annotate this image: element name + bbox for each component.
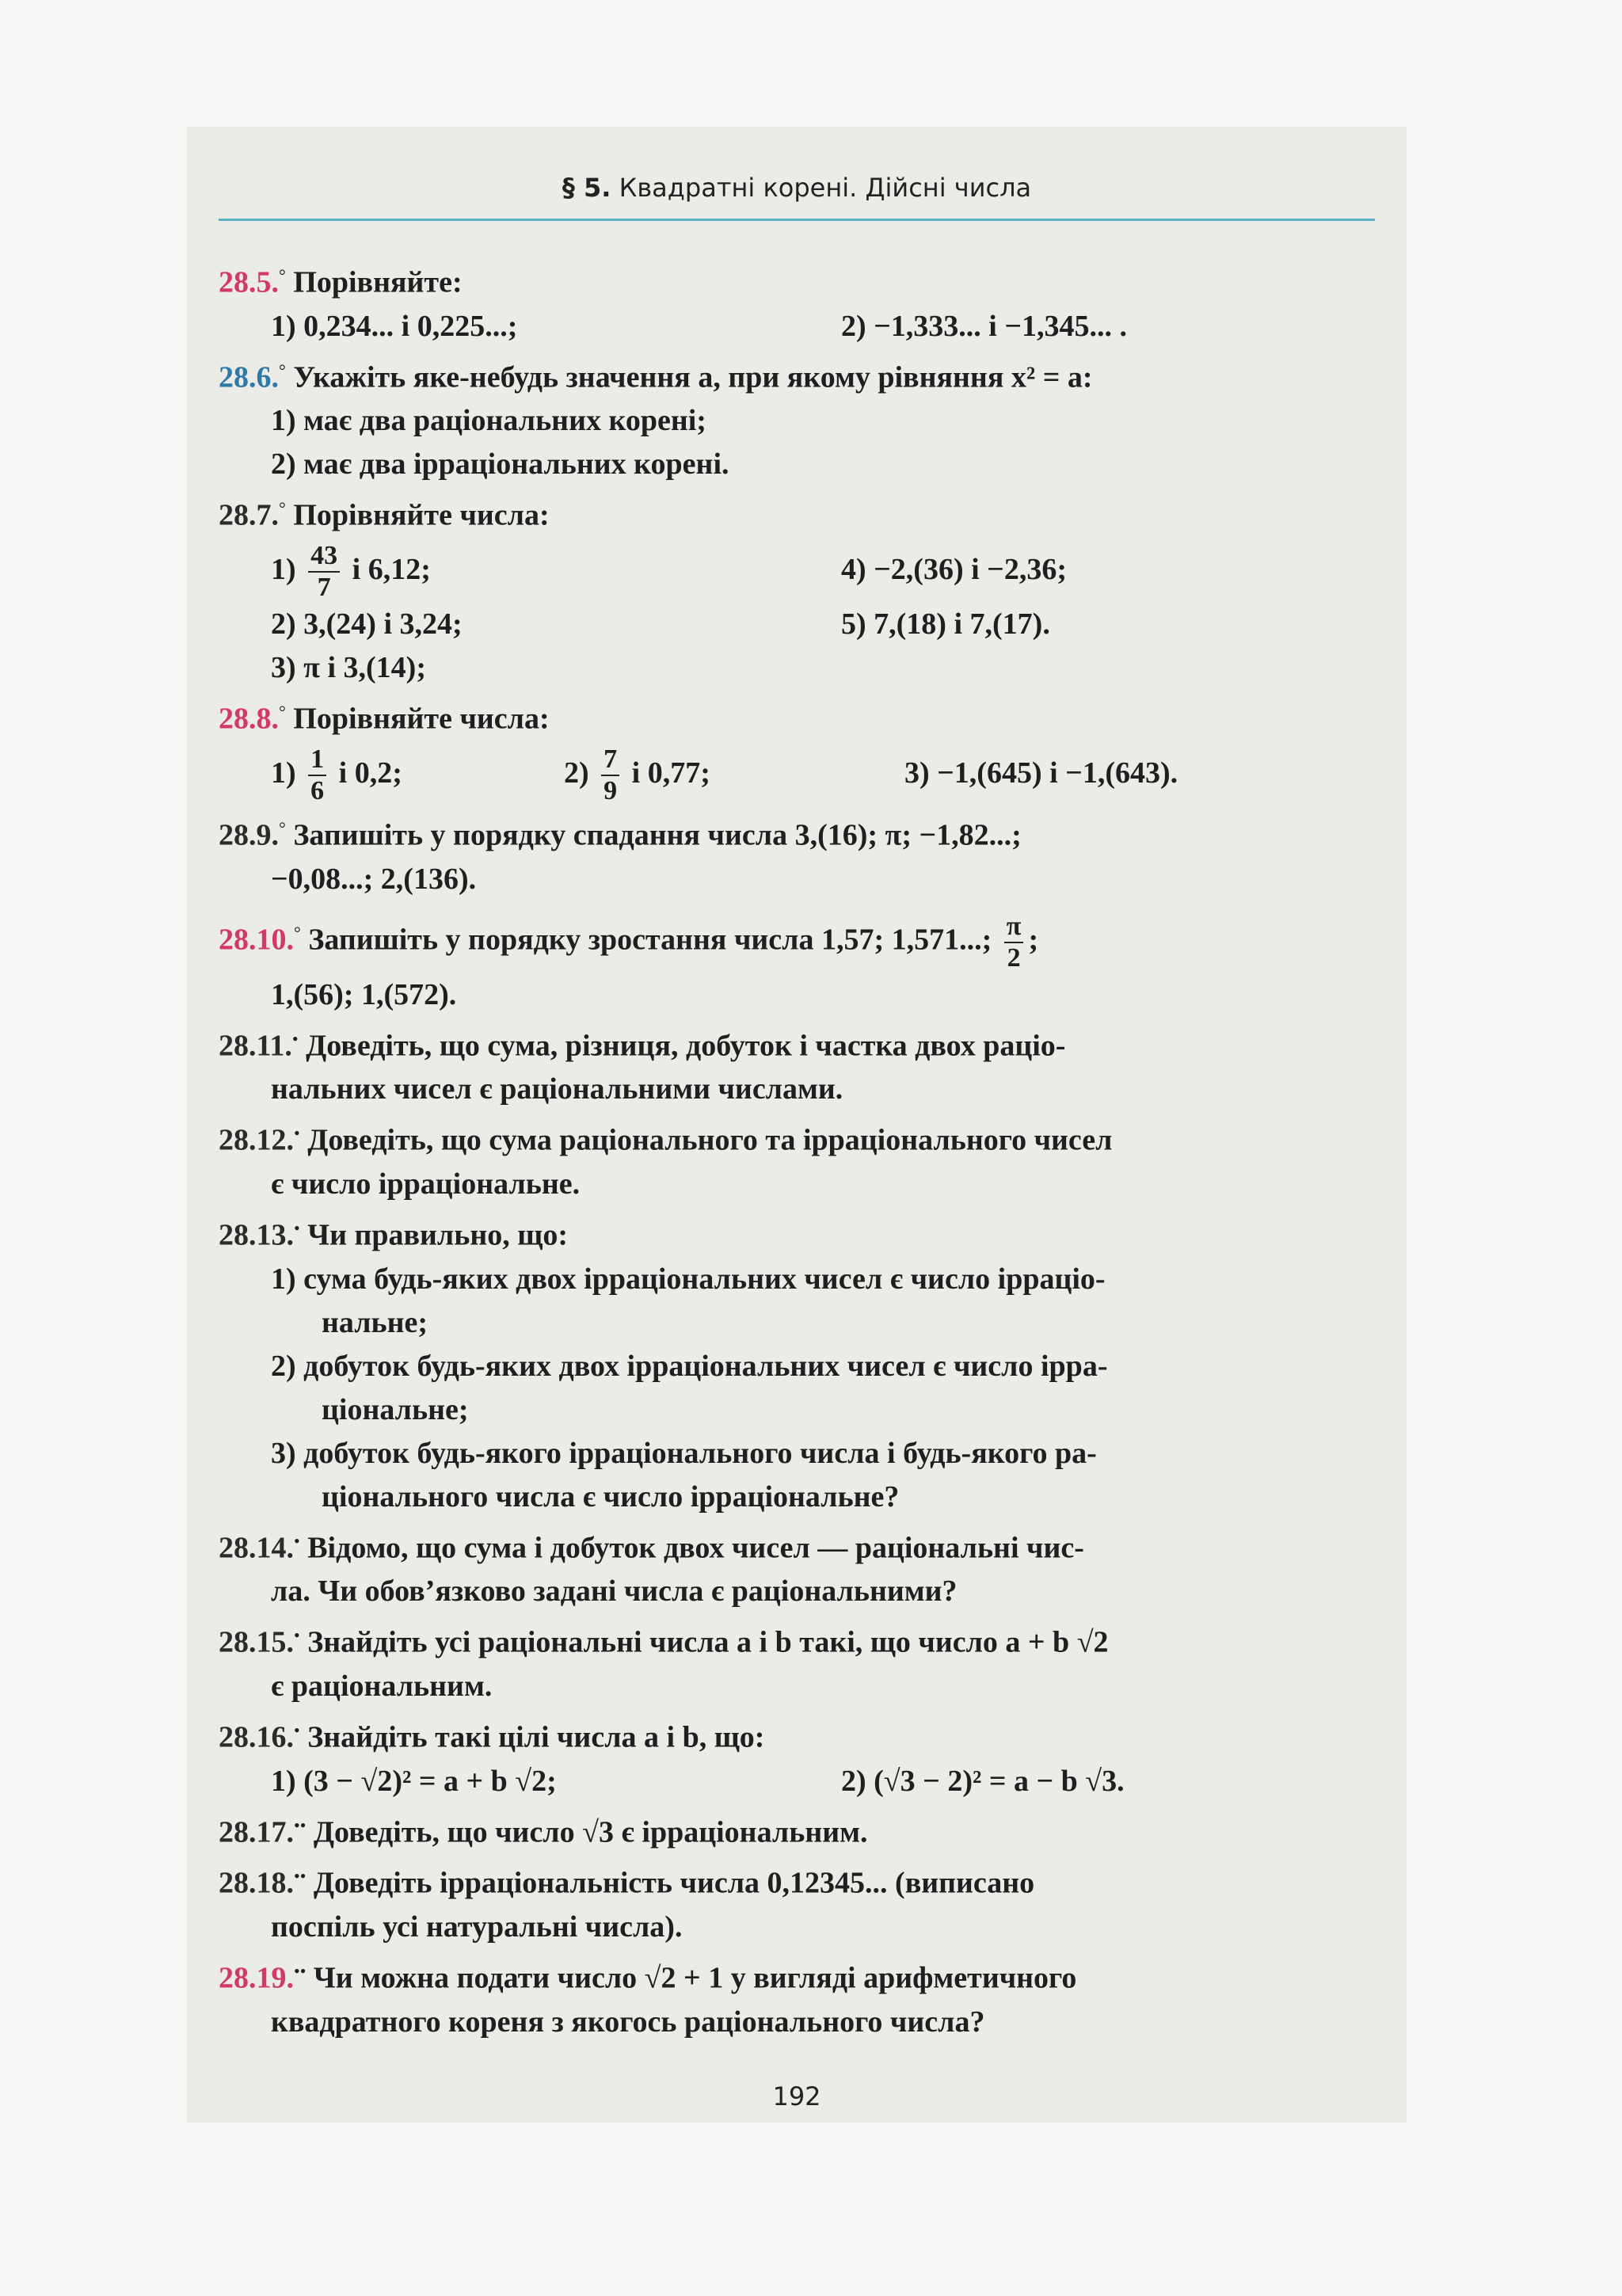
header-rule xyxy=(219,219,1375,221)
difficulty-mark: • xyxy=(294,1123,300,1144)
numerator: 43 xyxy=(308,541,340,573)
book-page xyxy=(187,127,1407,2123)
denominator: 2 xyxy=(1007,942,1021,973)
difficulty-mark: ° xyxy=(279,702,286,722)
exercise-number: 28.12. xyxy=(219,1124,294,1158)
exercise-text: Порівняйте числа: xyxy=(293,702,550,736)
exercise-number: 28.15. xyxy=(219,1626,294,1660)
difficulty-mark: •• xyxy=(294,1961,307,1982)
exercise-text-cont: 1,(56); 1,(572). xyxy=(271,977,457,1011)
difficulty-mark: ° xyxy=(279,265,286,285)
exercise-text: Знайдіть усі раціональні числа a і b такі, що число a + b √2 xyxy=(307,1626,1109,1660)
exercise-28-5 xyxy=(219,253,1375,305)
exercise-text: Порівняйте числа: xyxy=(293,498,550,532)
exercise-number: 28.7. xyxy=(219,498,279,532)
exercise-28-11 xyxy=(219,1017,1375,1068)
exercise-text: Знайдіть такі цілі числа a і b, що: xyxy=(307,1720,765,1754)
exercise-28-8 xyxy=(219,690,1375,741)
difficulty-mark: • xyxy=(294,1218,300,1239)
difficulty-mark: ° xyxy=(279,498,286,519)
exercise-28-19 xyxy=(219,1949,1375,2001)
item: 2) 3,(24) і 3,24; xyxy=(271,607,463,642)
numerator: 1 xyxy=(308,744,326,776)
exercise-28-15 xyxy=(219,1613,1375,1665)
denominator: 6 xyxy=(310,776,325,806)
exercise-items xyxy=(219,603,1375,646)
fraction xyxy=(308,744,326,806)
section-number: § 5. xyxy=(562,173,611,203)
exercise-text: Укажіть яке-небудь значення a, при якому рівняння x² = a: xyxy=(293,360,1093,394)
exercise-text: Чи правильно, що: xyxy=(307,1218,568,1252)
exercise-number: 28.18. xyxy=(219,1867,294,1901)
item-cont: нальне; xyxy=(322,1305,428,1339)
exercise-28-6 xyxy=(219,348,1375,400)
difficulty-mark: •• xyxy=(294,1866,307,1887)
exercise-text: Доведіть, що число √3 є ірраціональним. xyxy=(313,1815,868,1849)
exercise-items xyxy=(219,305,1375,348)
exercise-text: Доведіть, що сума раціонального та ірраціонального чисел xyxy=(307,1124,1113,1158)
exercise-number: 28.19. xyxy=(219,1961,294,1995)
exercise-text: Чи можна подати число √2 + 1 у вигляді арифметичного xyxy=(313,1961,1077,1995)
page-number: 192 xyxy=(772,2081,821,2111)
item: 2) добуток будь-яких двох ірраціональних чисел є число ірра- xyxy=(271,1349,1108,1383)
difficulty-mark: ° xyxy=(294,922,301,942)
item: 3) добуток будь-якого ірраціонального числа і будь-якого ра- xyxy=(271,1436,1097,1470)
punctuation: ; xyxy=(1028,923,1039,957)
exercise-28-9 xyxy=(219,806,1375,858)
item: 1) має два раціональних корені; xyxy=(271,404,706,438)
exercise-number: 28.10. xyxy=(219,923,294,957)
exercise-28-12 xyxy=(219,1111,1375,1163)
difficulty-mark: • xyxy=(294,1720,300,1741)
item: 3) π і 3,(14); xyxy=(271,651,426,685)
exercise-text: Доведіть, що сума, різниця, добуток і частка двох раціо- xyxy=(306,1029,1066,1063)
denominator: 9 xyxy=(603,776,618,806)
exercise-28-7 xyxy=(219,486,1375,538)
section-title: Квадратні корені. Дійсні числа xyxy=(619,173,1032,203)
item: 1) (3 − √2)² = a + b √2; xyxy=(271,1764,557,1798)
item: 3) −1,(645) і −1,(643). xyxy=(904,756,1178,790)
exercise-number: 28.9. xyxy=(219,818,279,852)
item-cont: ціональне; xyxy=(322,1392,469,1426)
exercise-number: 28.17. xyxy=(219,1815,294,1849)
exercise-text: Доведіть ірраціональність числа 0,12345... (виписано xyxy=(313,1867,1035,1901)
difficulty-mark: ° xyxy=(279,360,286,380)
difficulty-mark: • xyxy=(291,1028,299,1049)
exercise-28-14 xyxy=(219,1519,1375,1571)
item xyxy=(271,538,841,603)
numerator: π xyxy=(1004,912,1024,943)
exercise-text-cont: ла. Чи обов’язково задані числа є раціональними? xyxy=(271,1574,958,1609)
difficulty-mark: • xyxy=(294,1530,300,1551)
exercise-items xyxy=(219,1760,1375,1803)
exercise-28-18 xyxy=(219,1854,1375,1906)
exercise-28-16 xyxy=(219,1708,1375,1760)
exercise-items xyxy=(219,538,1375,603)
fraction xyxy=(1004,912,1024,973)
item: 4) −2,(36) і −2,36; xyxy=(841,552,1067,586)
item xyxy=(564,741,904,806)
item: 1) сума будь-яких двох ірраціональних чисел є число ірраціо- xyxy=(271,1262,1106,1296)
exercise-text-cont: є число ірраціональне. xyxy=(271,1167,581,1201)
running-header xyxy=(219,173,1375,203)
exercise-number: 28.14. xyxy=(219,1531,294,1565)
fraction xyxy=(308,541,340,603)
item-label: 2) xyxy=(564,756,589,790)
exercise-28-17 xyxy=(219,1803,1375,1855)
exercise-number: 28.6. xyxy=(219,360,279,394)
exercise-text-cont: −0,08...; 2,(136). xyxy=(271,862,477,896)
item: 1) 0,234... і 0,225...; xyxy=(271,309,518,343)
exercise-number: 28.8. xyxy=(219,702,279,736)
fraction xyxy=(601,744,619,806)
item-text: і 6,12; xyxy=(352,552,431,586)
exercise-number: 28.13. xyxy=(219,1218,294,1252)
difficulty-mark: • xyxy=(294,1625,300,1646)
exercise-text-cont: є раціональним. xyxy=(271,1670,493,1704)
exercise-items xyxy=(219,741,1375,806)
exercise-28-13 xyxy=(219,1206,1375,1258)
exercise-number: 28.5. xyxy=(219,265,279,299)
exercise-number: 28.11. xyxy=(219,1029,292,1063)
item: 2) −1,333... і −1,345... . xyxy=(841,309,1128,343)
difficulty-mark: ° xyxy=(279,818,286,839)
numerator: 7 xyxy=(601,744,619,776)
difficulty-mark: •• xyxy=(294,1814,307,1835)
item: 2) (√3 − 2)² = a − b √3. xyxy=(841,1764,1125,1798)
exercise-text-cont: нальних чисел є раціональними числами. xyxy=(271,1072,843,1106)
exercise-list xyxy=(219,253,1375,2044)
item-cont: ціонального числа є число ірраціональне? xyxy=(322,1479,900,1514)
exercise-number: 28.16. xyxy=(219,1720,294,1754)
exercise-text: Порівняйте: xyxy=(293,265,463,299)
item-label: 1) xyxy=(271,552,296,586)
item-label: 1) xyxy=(271,756,296,790)
item: 5) 7,(18) і 7,(17). xyxy=(841,607,1050,642)
item-text: і 0,2; xyxy=(338,756,402,790)
item xyxy=(271,741,564,806)
exercise-text: Запишіть у порядку спадання числа 3,(16); π; −1,82...; xyxy=(293,818,1022,852)
exercise-text: Запишіть у порядку зростання числа 1,57; 1,571...; xyxy=(308,923,992,957)
denominator: 7 xyxy=(317,573,331,603)
item: 2) має два ірраціональних корені. xyxy=(271,447,729,482)
exercise-text-cont: поспіль усі натуральні числа). xyxy=(271,1910,683,1944)
exercise-text-cont: квадратного кореня з якогось раціонального числа? xyxy=(271,2005,985,2039)
exercise-28-10 xyxy=(219,901,1375,973)
exercise-text: Відомо, що сума і добуток двох чисел — раціональні чис- xyxy=(307,1531,1084,1565)
item-text: і 0,77; xyxy=(631,756,710,790)
